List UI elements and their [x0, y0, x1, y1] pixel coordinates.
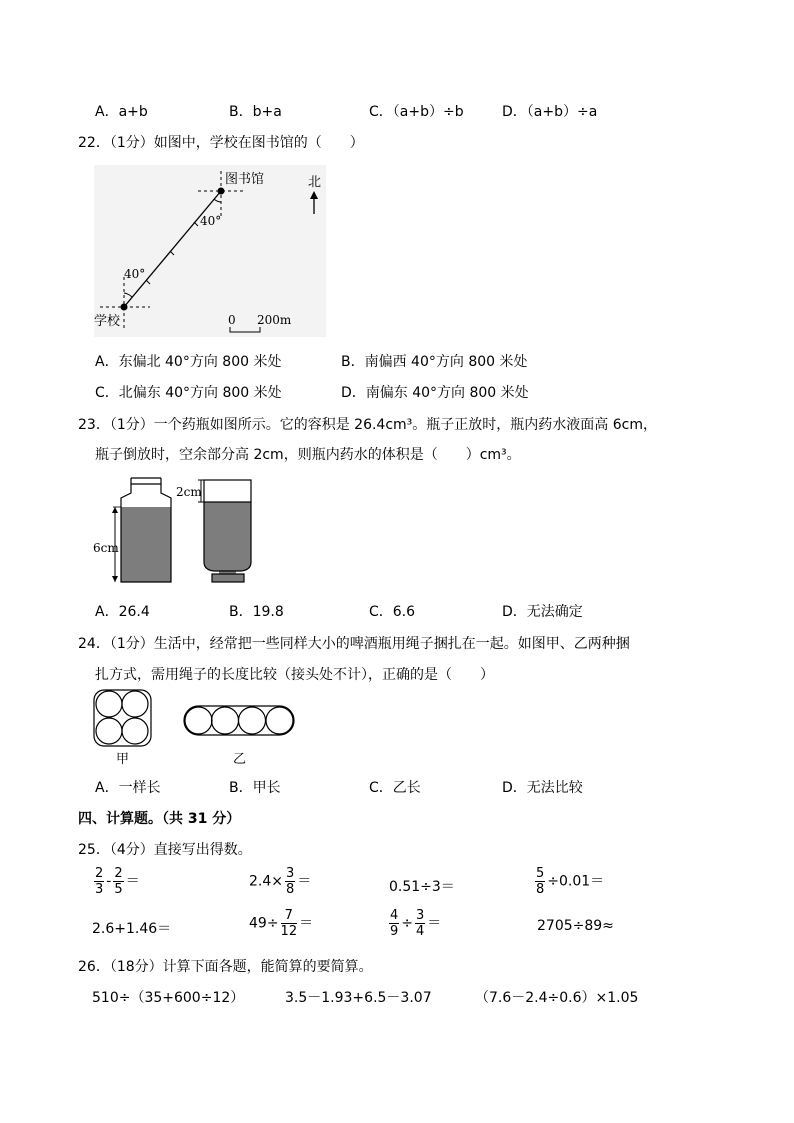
jia-rope: [94, 690, 151, 746]
scale-zero-label: 0: [228, 313, 236, 327]
q21-option-c: C．（a+b）÷b: [369, 104, 464, 120]
q26-stem: 26．（18分）计算下面各题，能简算的要简算。: [78, 959, 373, 975]
q21-option-d: D．（a+b）÷a: [502, 104, 598, 120]
q25-item-8: 2705÷89≈: [537, 918, 614, 934]
q24-figure: [92, 688, 297, 768]
label-yi: 乙: [233, 752, 247, 767]
q23-stem-line2: 瓶子倒放时，空余部分高 2cm，则瓶内药水的体积是（ ）cm³。: [95, 447, 521, 463]
q26-item-2: 3.5－1.93+6.5－3.07: [285, 990, 432, 1006]
dim-6cm-arrow-bottom: [112, 576, 118, 582]
label-2cm: 2cm: [176, 485, 202, 499]
jia-bottle: [122, 691, 148, 717]
q25-item-2: 2.4× $\frac{3}{8}$ ＝: [249, 866, 312, 897]
q25-item-3: 0.51÷3＝: [389, 879, 455, 895]
q21-option-a: A．a+b: [95, 104, 148, 120]
q24-stem-line2: 扎方式，需用绳子的长度比较（接头处不计），正确的是（ ）: [95, 667, 494, 683]
section4-title: 四、计算题。（共 31 分）: [78, 811, 241, 827]
q24-stem-line1: 24．（1分）生活中，经常把一些同样大小的啤酒瓶用绳子捆扎在一起。如图甲、乙两种捆: [78, 636, 630, 652]
school-label: 学校: [94, 314, 121, 329]
yi-bottle: [212, 707, 239, 734]
q22-figure: [94, 165, 326, 337]
q26-item-1: 510÷（35+600÷12）: [92, 990, 245, 1006]
q26-item-3: （7.6－2.4÷0.6）×1.05: [475, 990, 639, 1006]
q25-item-6: 49÷ $\frac{7}{12}$ ＝: [249, 908, 314, 939]
q25-item-1: $\frac{2}{3}$ - $\frac{2}{5}$ ＝: [95, 866, 140, 897]
yi-bottle: [239, 707, 266, 734]
q23-option-d: D．无法确定: [502, 604, 583, 620]
q23-stem-line1: 23．（1分）一个药瓶如图所示。它的容积是 26.4cm³。瓶子正放时，瓶内药水液面高 6cm，: [78, 417, 657, 433]
jia-bottle: [96, 691, 122, 717]
q22-option-d: D．南偏东 40°方向 800 米处: [341, 385, 529, 401]
yi-bottle: [185, 707, 212, 734]
angle-bottom-label: 40°: [124, 267, 146, 281]
library-point: [218, 188, 225, 195]
q23-option-c: C．6.6: [369, 604, 416, 620]
q23-option-b: B．19.8: [229, 604, 284, 620]
dim-6cm-arrow-top: [112, 507, 118, 513]
label-jia: 甲: [116, 752, 130, 767]
q22-option-b: B．南偏西 40°方向 800 米处: [341, 354, 528, 370]
q24-option-c: C．乙长: [369, 780, 421, 796]
jia-bottle: [96, 718, 122, 744]
inverted-cap: [212, 574, 244, 582]
label-6cm: 6cm: [93, 541, 119, 555]
q24-option-d: D．无法比较: [502, 780, 583, 796]
q25-item-5: 2.6+1.46＝: [92, 921, 172, 937]
q21-option-b: B．b+a: [229, 104, 282, 120]
jia-bottle: [122, 718, 148, 744]
q24-option-a: A．一样长: [95, 780, 161, 796]
library-label: 图书馆: [225, 172, 265, 187]
q22-option-c: C．北偏东 40°方向 800 米处: [95, 385, 282, 401]
q25-stem: 25．（4分）直接写出得数。: [78, 842, 252, 858]
q22-option-a: A．东偏北 40°方向 800 米处: [95, 354, 282, 370]
inverted-empty-part: [204, 480, 251, 502]
q23-option-a: A．26.4: [95, 604, 150, 620]
q25-item-7: $\frac{4}{9}$ ÷ $\frac{3}{4}$ ＝: [390, 908, 442, 939]
scale-label: 200m: [257, 313, 292, 327]
yi-bottle: [266, 707, 293, 734]
north-label: 北: [308, 175, 322, 190]
upright-liquid: [121, 507, 171, 582]
q25-item-4: $\frac{5}{8}$ ÷0.01＝: [536, 866, 605, 897]
q22-stem: 22．（1分）如图中，学校在图书馆的（ ）: [78, 135, 364, 151]
angle-top-label: 40°: [200, 214, 222, 228]
q24-option-b: B．甲长: [229, 780, 281, 796]
q23-figure: [93, 476, 255, 586]
school-point: [121, 304, 128, 311]
